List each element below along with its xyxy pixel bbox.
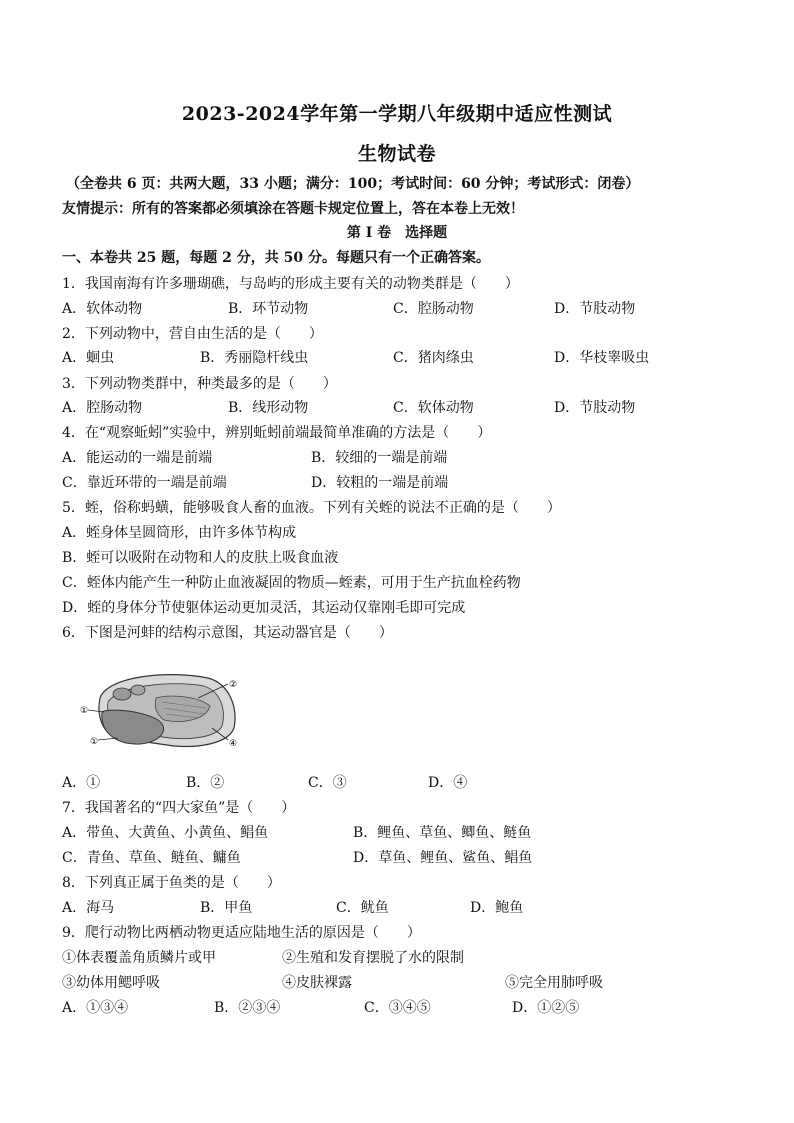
option-b: B．②③④ (214, 1000, 281, 1016)
option-d: D．鲍鱼 (470, 900, 524, 916)
option-a: A．①③④ (62, 1000, 129, 1016)
volume-heading: 第 I 卷 选择题 (346, 225, 448, 241)
question-stem: 6．下图是河蚌的结构示意图，其运动器官是（ ） (62, 625, 393, 641)
question-stem: 7．我国著名的“四大家鱼”是（ ） (62, 800, 296, 816)
option-c: C．鱿鱼 (336, 900, 389, 916)
figure-label: ① (80, 706, 89, 716)
option-d: D．节肢动物 (554, 301, 636, 317)
option-c: C．靠近环带的一端是前端 (62, 475, 227, 491)
question-stem: 4．在“观察蚯蚓”实验中，辨别蚯蚓前端最简单准确的方法是（ ） (62, 425, 492, 441)
figure-label: ④ (229, 739, 238, 749)
option-d: D．①②⑤ (512, 1000, 580, 1016)
option-a: A．腔肠动物 (62, 400, 143, 416)
option-c: C．青鱼、草鱼、鲢鱼、鳙鱼 (62, 850, 241, 866)
exam-notice: 友情提示：所有的答案都必须填涂在答题卡规定位置上，答在本卷上无效！ (62, 201, 524, 217)
question-stem: 8．下列真正属于鱼类的是（ ） (62, 875, 281, 891)
option-b: B．环节动物 (228, 301, 309, 317)
question-stem: 1．我国南海有许多珊瑚礁，与岛屿的形成主要有关的动物类群是（ ） (62, 276, 519, 292)
statement-item: ④皮肤裸露 (282, 975, 352, 991)
option-c: C．③ (308, 775, 347, 791)
figure-label: ① (90, 737, 99, 747)
option-b: B．蛭可以吸附在动物和人的皮肤上吸食血液 (62, 550, 339, 566)
statement-item: ①体表覆盖角质鳞片或甲 (62, 950, 216, 966)
option-a: A．蛭身体呈圆筒形，由许多体节构成 (62, 525, 297, 541)
option-a: A．软体动物 (62, 301, 143, 317)
option-c: C．软体动物 (393, 400, 474, 416)
question-stem: 2．下列动物中，营自由生活的是（ ） (62, 326, 323, 342)
mussel-diagram-icon (78, 668, 242, 754)
section-heading: 一、本卷共 25 题，每题 2 分，共 50 分。每题只有一个正确答案。 (62, 250, 490, 266)
exam-info: （全卷共 6 页：共两大题，33 小题；满分：100；考试时间：60 分钟；考试形式：闭卷） (66, 176, 640, 192)
option-b: B．秀丽隐杆线虫 (200, 350, 309, 366)
option-c: C．蛭体内能产生一种防止血液凝固的物质—蛭素，可用于生产抗血栓药物 (62, 575, 521, 591)
option-b: B．鲤鱼、草鱼、鲫鱼、鲢鱼 (353, 825, 532, 841)
option-c: C．③④⑤ (364, 1000, 431, 1016)
option-b: B．② (186, 775, 225, 791)
option-d: D．④ (428, 775, 468, 791)
option-c: C．腔肠动物 (393, 301, 474, 317)
option-d: D．草鱼、鲤鱼、鲨鱼、鲳鱼 (353, 850, 533, 866)
statement-item: ②生殖和发育摆脱了水的限制 (282, 950, 464, 966)
question-stem: 9．爬行动物比两栖动物更适应陆地生活的原因是（ ） (62, 925, 421, 941)
option-a: A．蛔虫 (62, 350, 115, 366)
statement-item: ⑤完全用肺呼吸 (505, 975, 603, 991)
statement-item: ③幼体用鳃呼吸 (62, 975, 160, 991)
option-c: C．猪肉绦虫 (393, 350, 474, 366)
option-a: A．① (62, 775, 101, 791)
option-a: A．能运动的一端是前端 (62, 450, 213, 466)
figure-label: ② (229, 680, 238, 690)
option-a: A．海马 (62, 900, 115, 916)
question-stem: 5．蛭，俗称蚂蟥，能够吸食人畜的血液。下列有关蛭的说法不正确的是（ ） (62, 500, 561, 516)
option-b: B．较细的一端是前端 (311, 450, 448, 466)
exam-subtitle: 生物试卷 (357, 143, 436, 165)
option-d: D．蛭的身体分节使躯体运动更加灵活，其运动仅靠刚毛即可完成 (62, 600, 466, 616)
option-b: B．甲鱼 (200, 900, 253, 916)
option-d: D．节肢动物 (554, 400, 636, 416)
question-stem: 3．下列动物类群中，种类最多的是（ ） (62, 376, 337, 392)
option-d: D．较粗的一端是前端 (311, 475, 449, 491)
option-a: A．带鱼、大黄鱼、小黄鱼、鲳鱼 (62, 825, 269, 841)
option-d: D．华枝睾吸虫 (554, 350, 650, 366)
exam-title: 2023-2024学年第一学期八年级期中适应性测试 (181, 103, 613, 125)
option-b: B．线形动物 (228, 400, 309, 416)
